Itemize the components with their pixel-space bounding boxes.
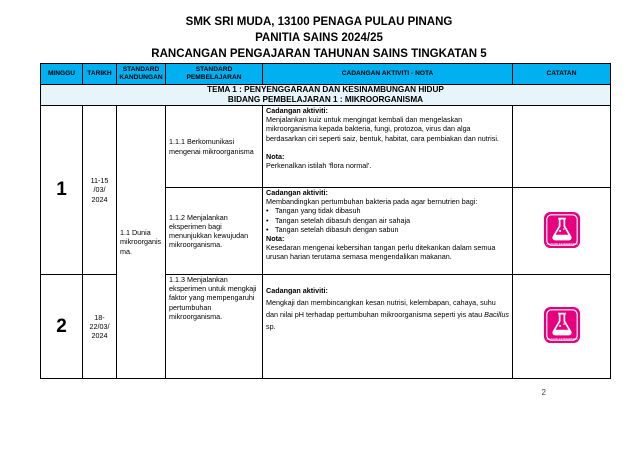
experiment-flask-icon [543, 211, 581, 249]
lesson-plan-table [40, 63, 611, 379]
standard-pembelajaran: 1.1.1 Berkomunikasi mengenai mikroorganisma [166, 106, 263, 188]
week-number: 1 [41, 106, 83, 275]
activity-cell: Cadangan aktiviti: Membandingkan pertumbuhan bakteria pada agar bernutrien bagi: • Tangan yang tidak dibasuh • Tangan setelah dibasuh dengan air sahaja • Tangan setelah dibasuh dengan sabun Nota: Kesedaran mengenai kebersihan tangan perlu ditekankan dalam semua urusan harian terutama semasa mengendalikan makanan. [263, 188, 513, 275]
svg-text:AKTIVITI EKSPERIMEN: AKTIVITI EKSPERIMEN [546, 337, 577, 342]
standard-pembelajaran: 1.1.2 Menjalankan eksperimen bagi menunjukkan kewujudan mikroorganisma. [166, 188, 263, 275]
week-date: 18- 22/03/ 2024 [83, 275, 117, 379]
tema-heading: TEMA 1 : PENYENGGARAAN DAN KESINAMBUNGAN HIDUP BIDANG PEMBELAJARAN 1 : MIKROORGANISMA [41, 85, 611, 106]
catatan-cell [513, 275, 611, 379]
table-header-row [41, 64, 611, 85]
activity-cell: Cadangan aktiviti: Mengkaji dan membincangkan kesan nutrisi, kelembapan, cahaya, suhu dan nilai pH terhadap pertumbuhan mikroorganisma seperti yis atau Bacillus sp. [263, 275, 513, 379]
list-item: • Tangan setelah dibasuh dengan air sahaja [266, 216, 509, 225]
col-standard-kandungan: STANDARD KANDUNGAN [117, 64, 166, 85]
experiment-flask-icon [543, 306, 581, 344]
standard-pembelajaran: 1.1.3 Menjalankan eksperimen untuk mengkaji faktor yang mempengaruhi pertumbuhan mikroorganisma. [166, 275, 263, 379]
week-number: 2 [41, 275, 83, 379]
catatan-cell [513, 106, 611, 188]
list-item: • Tangan yang tidak dibasuh [266, 206, 509, 215]
svg-text:AKTIVITI EKSPERIMEN: AKTIVITI EKSPERIMEN [546, 242, 577, 247]
col-tarikh: TARIKH [83, 64, 117, 85]
table-row [41, 106, 611, 188]
col-aktiviti: CADANGAN AKTIVITI - NOTA [263, 64, 513, 85]
page-number: 2 [541, 388, 546, 397]
col-catatan: CATATAN [513, 64, 611, 85]
activity-cell: Cadangan aktiviti: Menjalankan kuiz untuk mengingat kembali dan mengelaskan mikroorganisma kepada bakteria, fungi, protozoa, virus dan alga berdasarkan ciri seperti saiz, bentuk, habitat, cara pembiakan dan nutrisi. Nota: Perkenalkan istilah ‘flora normal’. [263, 106, 513, 188]
col-minggu: MINGGU [41, 64, 83, 85]
panel-title: PANITIA SAINS 2024/25 [255, 32, 383, 44]
tema-row [41, 85, 611, 106]
list-item: • Tangan setelah dibasuh dengan sabun [266, 225, 509, 234]
plan-title: RANCANGAN PENGAJARAN TAHUNAN SAINS TINGKATAN 5 [151, 48, 487, 60]
week-date: 11-15 /03/ 2024 [83, 106, 117, 275]
catatan-cell [513, 188, 611, 275]
col-standard-pembelajaran: STANDARD PEMBELAJARAN [166, 64, 263, 85]
school-title: SMK SRI MUDA, 13100 PENAGA PULAU PINANG [185, 16, 453, 28]
standard-kandungan: 1.1 Dunia mikroorganis ma. [117, 106, 166, 379]
